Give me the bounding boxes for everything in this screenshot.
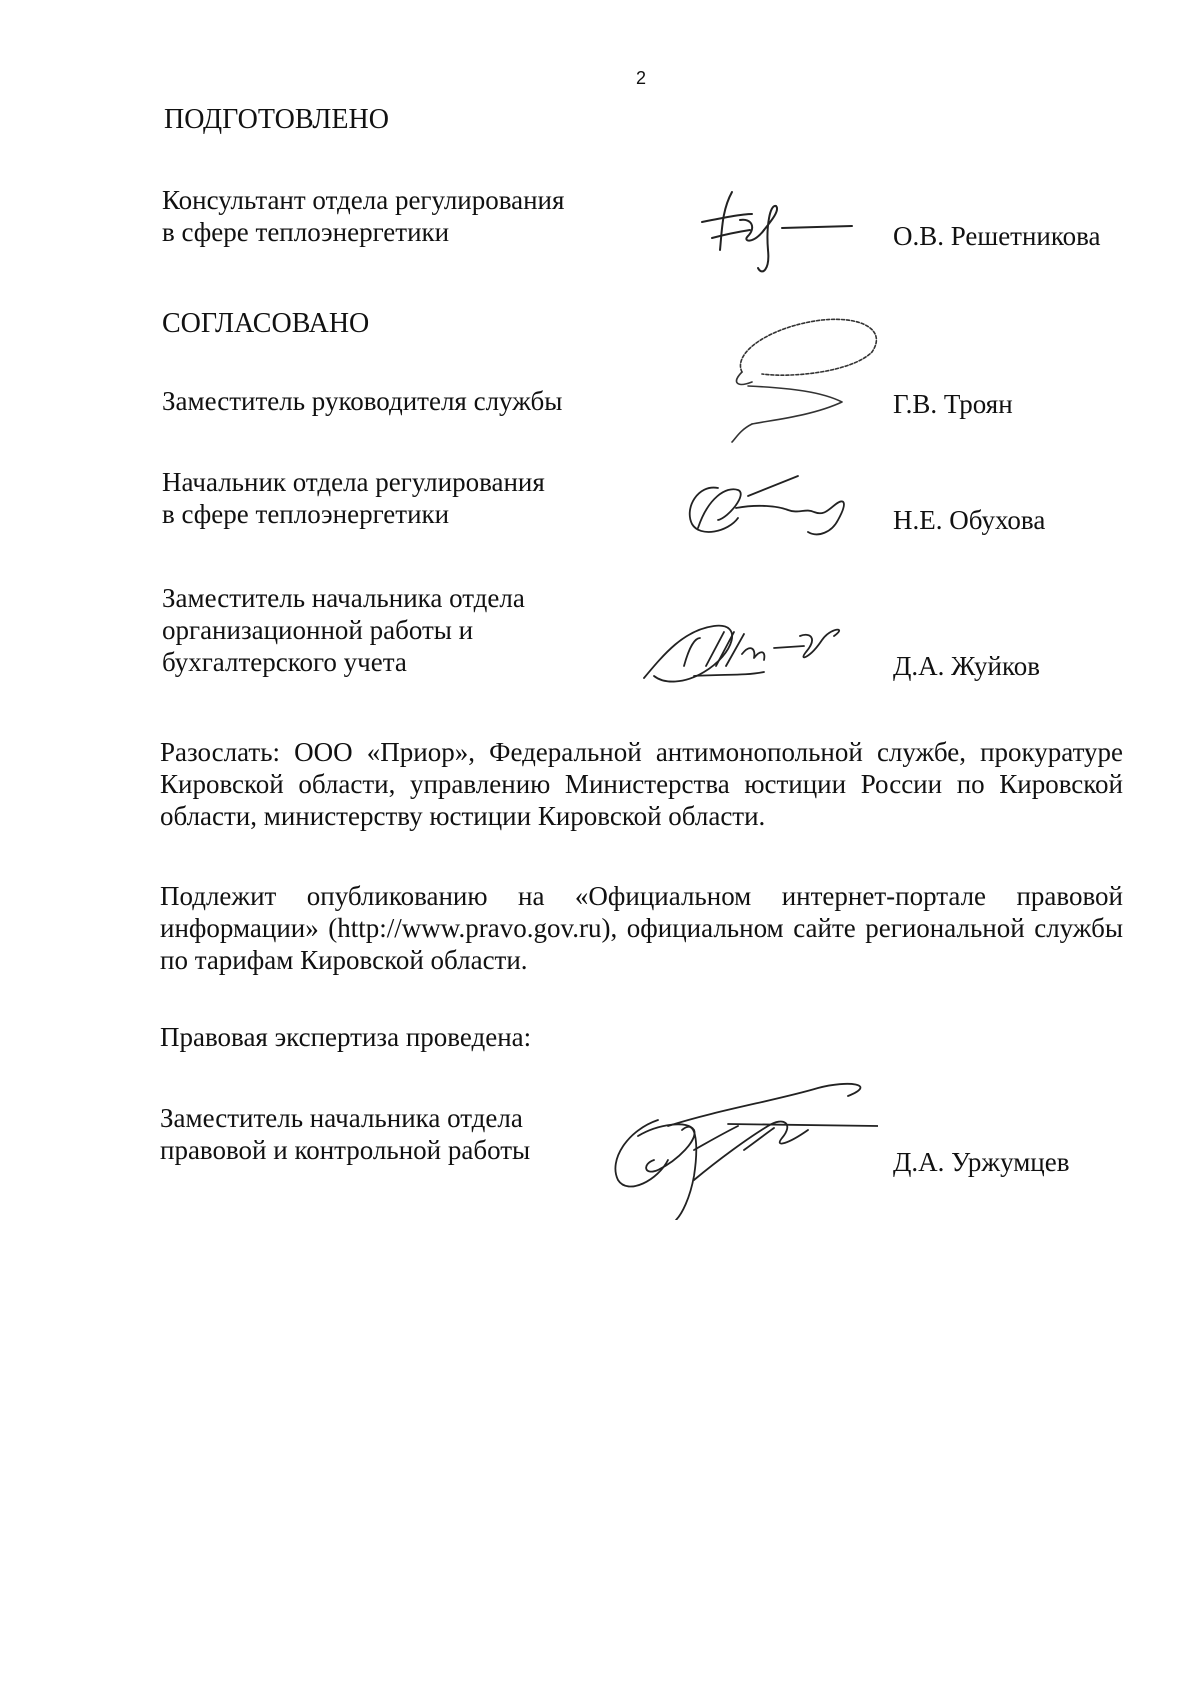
distribution-paragraph: Разослать: ООО «Приор», Федеральной антимонопольной службе, прокуратуре Кировской области, управлению Министерства юстиции России по Кировской области, министерству юстиции Кировской области. <box>160 737 1123 831</box>
legal-review-name: Д.А. Уржумцев <box>893 1147 1070 1177</box>
signature-obukhova <box>678 468 858 548</box>
legal-review-heading: Правовая экспертиза проведена: <box>160 1022 532 1052</box>
signer3-position-line2: организационной работы и <box>162 615 474 645</box>
signer3-name: Д.А. Жуйков <box>893 651 1040 681</box>
signature-zhuykov <box>634 614 854 694</box>
legal-review-position-line2: правовой и контрольной работы <box>160 1135 531 1165</box>
signature-urzhumtsev <box>598 1080 878 1220</box>
legal-review-position-line1: Заместитель начальника отдела <box>160 1103 523 1133</box>
signer2-name: Н.Е. Обухова <box>893 505 1046 535</box>
signer3-position-line1: Заместитель начальника отдела <box>162 583 525 613</box>
signer2-position-line2: в сфере теплоэнергетики <box>162 499 450 529</box>
signer1-position-line1: Заместитель руководителя службы <box>162 386 563 416</box>
prepared-position-line2: в сфере теплоэнергетики <box>162 217 450 247</box>
signature-reshetnikova <box>692 180 862 290</box>
publication-paragraph: Подлежит опубликованию на «Официальном интернет-портале правовой информации» (http://www.pravo.gov.ru), официальном сайте региональной службы по тарифам Кировской области. <box>160 881 1123 975</box>
prepared-position-line1: Консультант отдела регулирования <box>162 185 565 215</box>
page-number: 2 <box>636 68 647 88</box>
prepared-name: О.В. Решетникова <box>893 221 1101 251</box>
signer1-name: Г.В. Троян <box>893 389 1013 419</box>
signer2-position-line1: Начальник отдела регулирования <box>162 467 545 497</box>
signature-troyan <box>712 312 892 452</box>
prepared-heading: ПОДГОТОВЛЕНО <box>164 104 389 135</box>
agreed-heading: СОГЛАСОВАНО <box>162 308 370 339</box>
signer3-position-line3: бухгалтерского учета <box>162 647 407 677</box>
